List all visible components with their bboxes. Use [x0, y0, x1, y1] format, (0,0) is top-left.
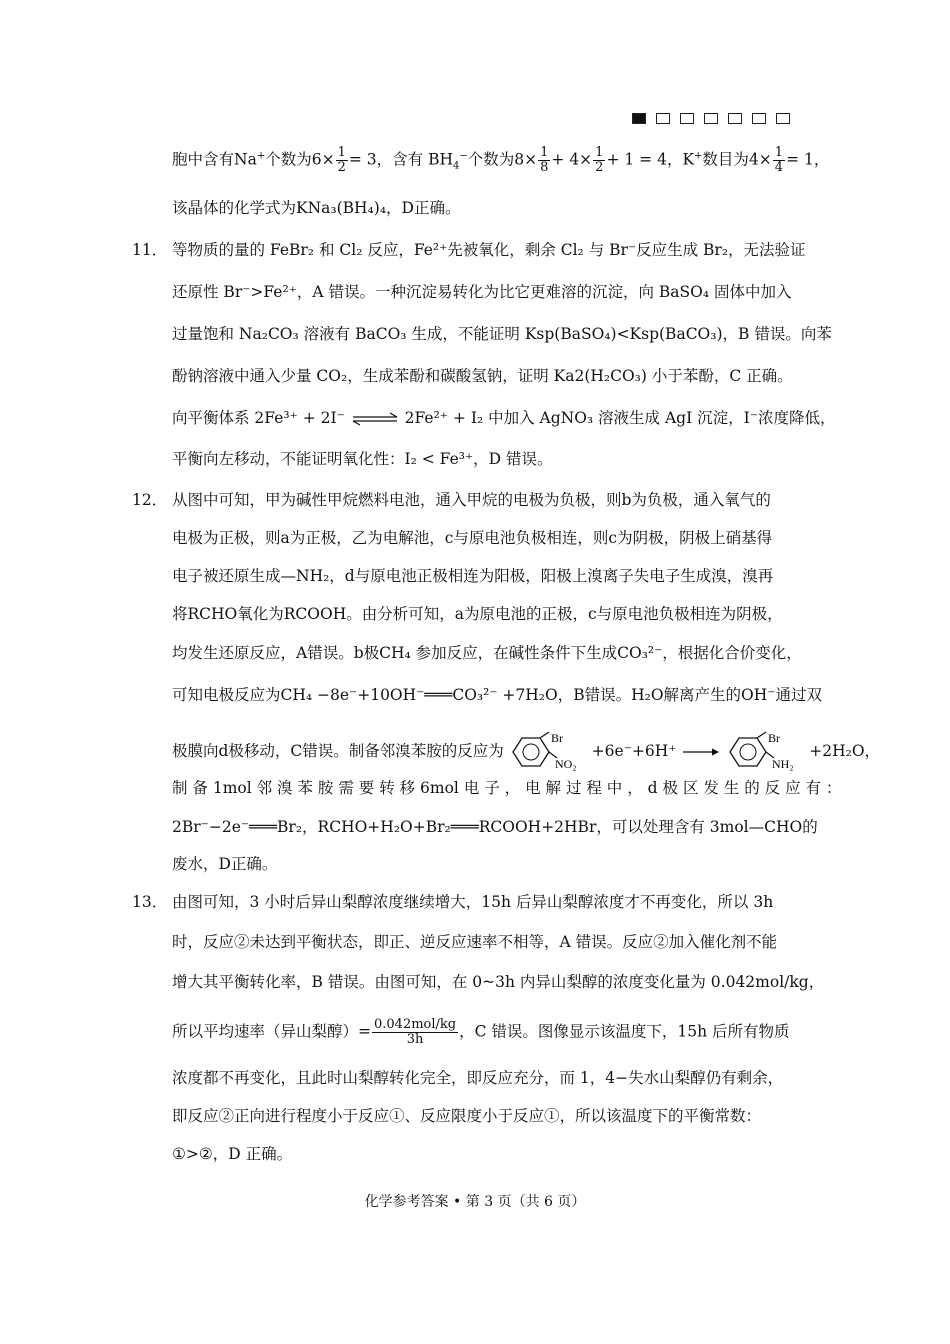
p10-line-2: 该晶体的化学式为KNa₃(BH₄)₄，D正确。	[172, 199, 461, 217]
q11-line-1: 等物质的量的 FeBr₂ 和 Cl₂ 反应，Fe²⁺先被氧化，剩余 Cl₂ 与 Br⁻反应生成 Br₂，无法验证	[172, 241, 806, 259]
q12-line-3: 电子被还原生成—NH₂，d与原电池正极相连为阳极，阳极上溴离子失电子生成溴，溴再	[172, 567, 774, 585]
q11-line-6: 平衡向左移动，不能证明氧化性：I₂ < Fe³⁺，D 错误。	[172, 450, 553, 468]
q12-line-2: 电极为正极，则a为正极，乙为电解池，c与原电池负极相连，则c为阴极，阴极上硝基得	[172, 529, 773, 547]
q13-line-7: ①>②，D 正确。	[172, 1145, 293, 1163]
q12-line-9: 2Br⁻−2e⁻═══Br₂，RCHO+H₂O+Br₂═══RCOOH+2HBr，可以处理含有 3mol—CHO的	[172, 818, 818, 836]
q13-line-6: 即反应②正向进行程度小于反应①、反应限度小于反应①，所以该温度下的平衡常数：	[172, 1107, 762, 1125]
q11-line-2: 还原性 Br⁻>Fe²⁺，A 错误。一种沉淀易转化为比它更难溶的沉淀，向 BaSO₄ 固体中加入	[172, 283, 792, 301]
question-number-11: 11．	[132, 241, 168, 259]
marker-square-filled	[632, 113, 646, 124]
o-bromonitrobenzene-structure	[509, 730, 587, 774]
rate-fraction: 0.042mol/kg 3h	[374, 1017, 457, 1047]
q12-line-1: 从图中可知，甲为碱性甲烷燃料电池，通入甲烷的电极为负极，则b为负极，通入氧气的	[172, 491, 771, 509]
q11-line-4: 酚钠溶液中通入少量 CO₂，生成苯酚和碳酸氢钠，证明 Ka2(H₂CO₃) 小于苯酚，C 正确。	[172, 367, 793, 385]
mol2-br-label: Br	[768, 731, 781, 745]
q12-line-10: 废水，D正确。	[172, 855, 278, 873]
mol1-br-label: Br	[550, 731, 563, 745]
mol2-amino-label: NH₂	[772, 757, 794, 771]
marker-square	[680, 113, 694, 124]
q13-line-3: 增大其平衡转化率，B 错误。由图可知，在 0~3h 内异山梨醇的浓度变化量为 0.042mol/kg，	[172, 973, 825, 991]
equilibrium-arrow-icon	[350, 412, 400, 426]
marker-square	[704, 113, 718, 124]
q12-line-6: 可知电极反应为CH₄ −8e⁻+10OH⁻═══CO₃²⁻ +7H₂O，B错误。H₂O解离产生的OH⁻通过双	[172, 686, 822, 704]
mol1-nitro-label: NO₂	[554, 757, 577, 771]
q13-line-4: 所以平均速率（异山梨醇）= 0.042mol/kg 3h ，C 错误。图像显示该温度下，15h 后所有物质	[172, 1017, 790, 1047]
page-marker-squares	[632, 113, 790, 124]
marker-square	[728, 113, 742, 124]
o-bromoaniline-structure	[726, 730, 804, 774]
q12-line-8: 制 备 1mol 邻 溴 苯 胺 需 要 转 移 6mol 电 子 ， 电 解 过 程 中 ， d 极 区 发 生 的 反 应 有 ：	[172, 779, 842, 797]
q13-line-2: 时，反应②未达到平衡状态，即正、逆反应速率不相等，A 错误。反应②加入催化剂不能	[172, 933, 778, 951]
reaction-arrow-icon	[681, 746, 721, 758]
q12-line-5: 均发生还原反应，A错误。b极CH₄ 参加反应，在碱性条件下生成CO₃²⁻，根据化合价变化，	[172, 644, 802, 662]
marker-square	[776, 113, 790, 124]
q12-line-7: 极膜向d极移动，C错误。制备邻溴苯胺的反应为 Br NO₂ +6e⁻+6H⁺ Br NH₂ +2H₂O，	[172, 730, 880, 774]
question-number-12: 12．	[132, 491, 168, 509]
q13-line-1: 由图可知，3 小时后异山梨醇浓度继续增大，15h 后异山梨醇浓度才不再变化，所以 3h	[172, 893, 774, 911]
page-footer: 化学参考答案 • 第 3 页（共 6 页）	[364, 1194, 586, 1210]
p10-line-1: 胞中含有Na+个数为6× $\frac{1}{2}$ = 3，含有 $BH_4^-$个数为8× $\frac{1}{8}$ + 4× $\frac{1}{2}$ + 1 = 4，K+数目为4× $\frac{1}{4}$ = 1，	[172, 145, 830, 175]
question-number-13: 13．	[132, 893, 168, 911]
q13-line-5: 浓度都不再变化，且此时山梨醇转化完全，即反应充分，而 1，4−失水山梨醇仍有剩余，	[172, 1069, 784, 1087]
marker-square	[752, 113, 766, 124]
q11-line-3: 过量饱和 Na₂CO₃ 溶液有 BaCO₃ 生成，不能证明 Ksp(BaSO₄)<Ksp(BaCO₃)，B 错误。向苯	[172, 325, 832, 343]
q11-line-5: 向平衡体系 2Fe³⁺ + 2I⁻ 2Fe²⁺ + I₂ 中加入 AgNO₃ 溶液生成 AgI 沉淀，I⁻浓度降低，	[172, 409, 836, 427]
q12-line-4: 将RCHO氧化为RCOOH。由分析可知，a为原电池的正极，c与原电池负极相连为阴极，	[172, 605, 783, 623]
marker-square	[656, 113, 670, 124]
